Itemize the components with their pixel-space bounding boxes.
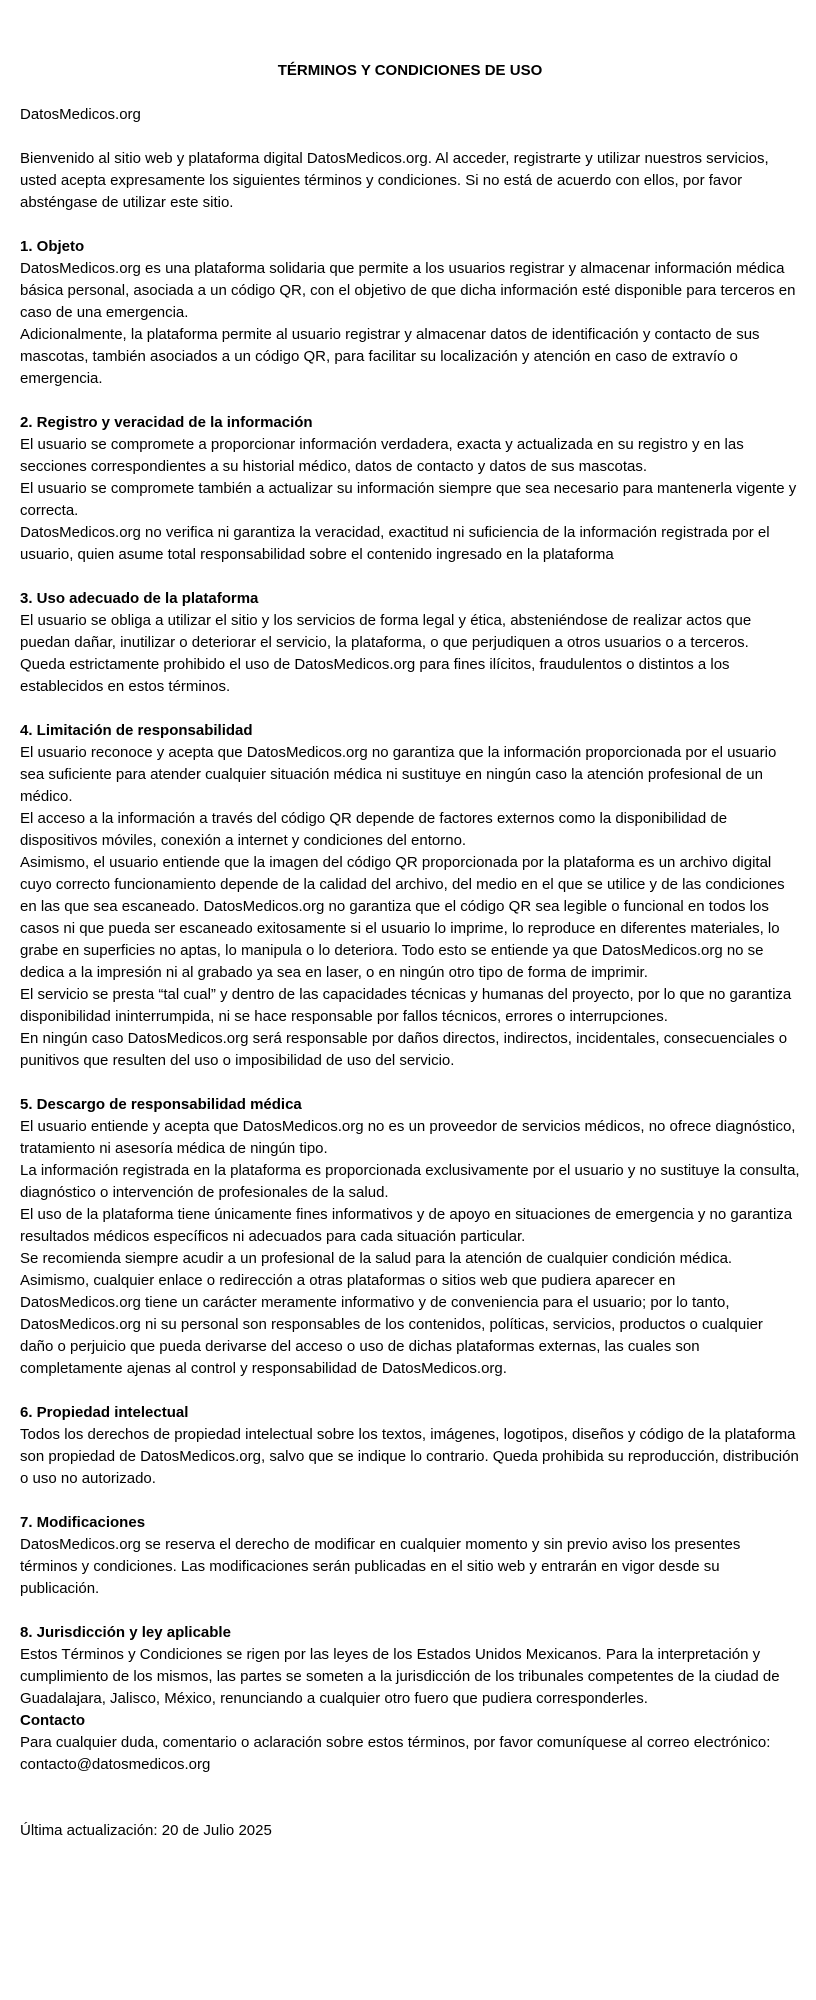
terms-section <box>20 588 800 698</box>
section-paragraph: El acceso a la información a través del código QR depende de factores externos como la disponibilidad de dispositivos móviles, conexión a internet y condiciones del entorno. <box>20 810 728 849</box>
terms-section <box>20 720 800 1072</box>
section-paragraph: DatosMedicos.org es una plataforma solidaria que permite a los usuarios registrar y almacenar información médica básica personal, asociada a un código QR, con el objetivo de que dicha información esté disponible para terceros en caso de una emergencia. <box>20 260 796 321</box>
section-paragraph: El usuario entiende y acepta que DatosMedicos.org no es un proveedor de servicios médicos, no ofrece diagnóstico, tratamiento ni asesoría médica de ningún tipo. <box>20 1118 796 1157</box>
section-paragraph: En ningún caso DatosMedicos.org será responsable por daños directos, indirectos, incidentales, consecuenciales o punitivos que resulten del uso o imposibilidad de uso del servicio. <box>20 1030 788 1069</box>
section-paragraph: DatosMedicos.org se reserva el derecho de modificar en cualquier momento y sin previo aviso los presentes términos y condiciones. Las modificaciones serán publicadas en el sitio web y entrarán en vigor desde su publicación. <box>20 1536 741 1597</box>
section-paragraph: Todos los derechos de propiedad intelectual sobre los textos, imágenes, logotipos, diseños y código de la plataforma son propiedad de DatosMedicos.org, salvo que se indique lo contrario. Queda prohibida su reproducción, distribución o uso no autorizado. <box>20 1426 799 1487</box>
section-paragraph: DatosMedicos.org no verifica ni garantiza la veracidad, exactitud ni suficiencia de la información registrada por el usuario, quien asume total responsabilidad sobre el contenido ingresado en la plataforma <box>20 524 770 563</box>
section-paragraph: El uso de la plataforma tiene únicamente fines informativos y de apoyo en situaciones de emergencia y no garantiza resultados médicos específicos ni adecuados para cada situación particular. <box>20 1206 793 1245</box>
section-heading: 8. Jurisdicción y ley aplicable <box>20 1624 231 1641</box>
last-updated: Última actualización: 20 de Julio 2025 <box>20 1822 272 1839</box>
section-paragraph: Se recomienda siempre acudir a un profesional de la salud para la atención de cualquier condición médica. <box>20 1250 733 1267</box>
section-heading: 1. Objeto <box>20 238 85 255</box>
terms-section <box>20 1512 800 1600</box>
section-paragraph: El usuario reconoce y acepta que DatosMedicos.org no garantiza que la información proporcionada por el usuario sea suficiente para atender cualquier situación médica ni sustituye en ningún caso la atención profesional de un médico. <box>20 744 777 805</box>
terms-section <box>20 1622 800 1710</box>
section-heading: 6. Propiedad intelectual <box>20 1404 189 1421</box>
section-paragraph: Estos Términos y Condiciones se rigen por las leyes de los Estados Unidos Mexicanos. Para la interpretación y cumplimiento de los mismos, las partes se someten a la jurisdicción de los tribunales competentes de la ciudad de Guadalajara, Jalisco, México, renunciando a cualquier otro fuero que pudiera corresponderles. <box>20 1646 780 1707</box>
section-paragraph: La información registrada en la plataforma es proporcionada exclusivamente por el usuario y no sustituye la consulta, diagnóstico o intervención de profesionales de la salud. <box>20 1162 800 1201</box>
terms-section <box>20 1094 800 1380</box>
section-heading: 3. Uso adecuado de la plataforma <box>20 590 259 607</box>
section-paragraph: El usuario se obliga a utilizar el sitio y los servicios de forma legal y ética, absteniéndose de realizar actos que puedan dañar, inutilizar o deteriorar el servicio, la plataforma, o que perjudiquen a otros usuarios o a terceros. <box>20 612 752 651</box>
contact-heading: Contacto <box>20 1712 85 1729</box>
contact-section <box>20 1710 800 1776</box>
section-heading: 4. Limitación de responsabilidad <box>20 722 253 739</box>
section-heading: 2. Registro y veracidad de la información <box>20 414 313 431</box>
section-paragraph: El usuario se compromete también a actualizar su información siempre que sea necesario para mantenerla vigente y correcta. <box>20 480 797 519</box>
sections-list <box>20 236 800 1710</box>
intro-paragraph: Bienvenido al sitio web y plataforma digital DatosMedicos.org. Al acceder, registrarte y utilizar nuestros servicios, usted acepta expresamente los siguientes términos y condiciones. Si no está de acuerdo con ellos, por favor absténgase de utilizar este sitio. <box>20 150 769 211</box>
terms-section <box>20 1402 800 1490</box>
section-heading: 7. Modificaciones <box>20 1514 146 1531</box>
terms-section <box>20 412 800 566</box>
site-name: DatosMedicos.org <box>20 106 141 123</box>
section-paragraph: El usuario se compromete a proporcionar información verdadera, exacta y actualizada en su registro y en las secciones correspondientes a su historial médico, datos de contacto y datos de sus mascotas. <box>20 436 744 475</box>
section-paragraph: Adicionalmente, la plataforma permite al usuario registrar y almacenar datos de identificación y contacto de sus mascotas, también asociados a un código QR, para facilitar su localización y atención en caso de extravío o emergencia. <box>20 326 760 387</box>
contact-email-link[interactable]: contacto@datosmedicos.org <box>20 1756 211 1773</box>
terms-section <box>20 236 800 390</box>
section-paragraph: El servicio se presta “tal cual” y dentro de las capacidades técnicas y humanas del proyecto, por lo que no garantiza disponibilidad ininterrumpida, ni se hace responsable por fallos técnicos, errores o interrupciones. <box>20 986 792 1025</box>
section-paragraph: Asimismo, cualquier enlace o redirección a otras plataformas o sitios web que pudiera aparecer en DatosMedicos.org tiene un carácter meramente informativo y de conveniencia para el usuario; por lo tanto, DatosMedicos.org ni su personal son responsables de los contenidos, políticas, servicios, productos o cualquier daño o perjuicio que pueda derivarse del acceso o uso de dichas plataformas externas, las cuales son completamente ajenas al control y responsabilidad de DatosMedicos.org. <box>20 1272 763 1377</box>
page-title: TÉRMINOS Y CONDICIONES DE USO <box>277 62 543 79</box>
contact-text: Para cualquier duda, comentario o aclaración sobre estos términos, por favor comuníquese al correo electrónico: <box>20 1734 771 1751</box>
section-paragraph: Queda estrictamente prohibido el uso de DatosMedicos.org para fines ilícitos, fraudulentos o distintos a los establecidos en estos términos. <box>20 656 730 695</box>
section-heading: 5. Descargo de responsabilidad médica <box>20 1096 302 1113</box>
section-paragraph: Asimismo, el usuario entiende que la imagen del código QR proporcionada por la plataforma es un archivo digital cuyo correcto funcionamiento depende de la calidad del archivo, del medio en el que se utilice y de las condiciones en las que sea escaneado. DatosMedicos.org no garantiza que el código QR sea legible o funcional en todos los casos ni que pueda ser escaneado exitosamente si el usuario lo imprime, lo reproduce en diferentes materiales, lo grabe en superficies no aptas, lo manipula o lo deteriora. Todo esto se entiende ya que DatosMedicos.org no se dedica a la impresión ni al grabado ya sea en laser, o en ningún otro tipo de forma de imprimir. <box>20 854 785 981</box>
